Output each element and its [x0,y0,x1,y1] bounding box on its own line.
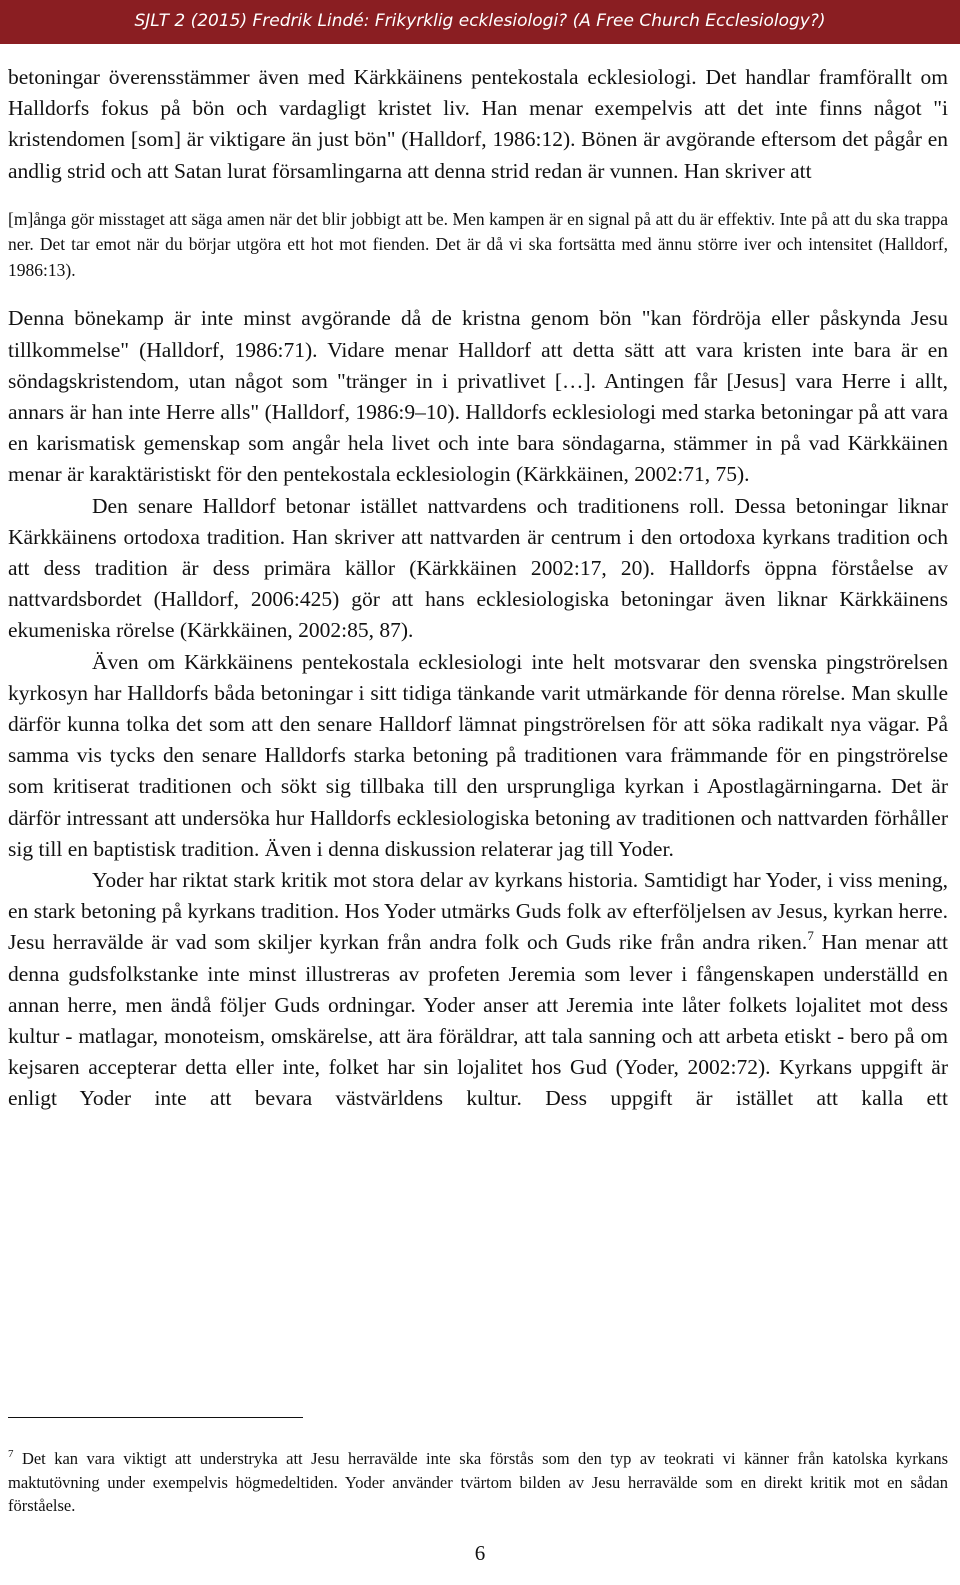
footnote-divider [8,1417,303,1418]
running-header-title: SJLT 2 (2015) Fredrik Lindé: Frikyrklig ecklesiologi? (A Free Church Ecclesiology?) [134,11,826,31]
paragraph-3: Den senare Halldorf betonar istället nattvardens och traditionens roll. Dessa betoningar liknar Kärkkäinens ortodoxa tradition. Han skriver att nattvarden är centrum i den ortodoxa kyrkans tradition och att dess tradition är dess primära källor (Kärkkäinen 2002:17, 20). Halldorfs öppna förståelse av nattvardsbordet (Halldorf, 2006:425) gör att hans ecklesiologiska betoningar även liknar Kärkkäinens ekumeniska rörelse (Kärkkäinen, 2002:85, 87). [8,493,948,643]
footnote-reference[interactable]: 7 [807,928,814,944]
paragraph-4: Även om Kärkkäinens pentekostala ecklesiologi inte helt motsvarar den svenska pingströrelsen kyrkosyn har Halldorfs båda betoningar i sitt tidiga tänkande varit utmärkande för denna rörelse. Man skulle därför kunna tolka det som att den senare Halldorf lämnat pingströrelsen för att söka radikalt nya vägar. På samma vis tycks den senare Halldorfs starka betoning på traditionen vara främmande för en pingströrelse som kritiserat traditionen och sökt sig tillbaka till den ursprungliga kyrkan i Apostlagärningarna. Det är därför intressant att undersöka hur Halldorfs ecklesiologiska betoning av traditionen och nattvarden förhåller sig till en baptistisk tradition. Även i denna diskussion relaterar jag till Yoder. [8,649,948,861]
page-body [8,62,948,1115]
paragraph-5 [8,865,948,1115]
paragraph-5-part-1: Yoder har riktat stark kritik mot stora delar av kyrkans historia. Samtidigt har Yoder, i viss mening, en stark betoning på kyrkans tradition. Hos Yoder utmärks Guds folk av efterföljelsen av Jesus, kyrkan herre. Jesu herravälde är vad som skiljer kyrkan från andra folk och Guds rike från andra riken. [8,867,948,955]
footnote-number: 7 [8,1448,14,1460]
footnote-text: Det kan vara viktigt att understryka att Jesu herravälde inte ska förstås som den typ av teokrati vi känner från katolska kyrkans maktutövning under exempelvis högmedeltiden. Yoder använder tvärtom bilden av Jesu herravälde som en direkt kritik mot en sådan förståelse. [8,1449,948,1515]
paragraph-1: betoningar överensstämmer även med Kärkkäinens pentekostala ecklesiologi. Det handlar framförallt om Halldorfs fokus på bön och vardagligt kristet liv. Han menar exempelvis att det inte finns något "i kristendomen [som] är viktigare än just bön" (Halldorf, 1986:12). Bönen är avgörande eftersom det pågår en andlig strid och att Satan lurat församlingarna att denna strid redan är vunnen. Han skriver att [8,65,948,183]
running-header [0,0,960,44]
block-quote: [m]ånga gör misstaget att säga amen när det blir jobbigt att be. Men kampen är en signal på att du är effektiv. Inte på att du ska trappa ner. Det tar emot när du börjar utgöra ett hot mot fienden. Det är då vi ska fortsätta med ännu större iver och intensitet (Halldorf, 1986:13). [8,208,948,280]
paragraph-5-part-2: Han menar att denna gudsfolkstanke inte minst illustreras av profeten Jeremia som lever i fångenskapen underställd en annan herre, men ändå följer Guds ordningar. Yoder anser att Jeremia inte låter folkets lojalitet mot dess kultur - matlagar, monoteism, omskärelse, att ära föräldrar, att tala sanning och att arbeta etiskt - bero på om kejsaren accepterar detta eller inte, folket har sin lojalitet hos Gud (Yoder, 2002:72). Kyrkans uppgift är enligt Yoder inte att bevara västvärldens kultur. Dess uppgift är istället att kalla ett [8,930,948,1111]
footnote [8,1447,948,1518]
page-number: 6 [474,1541,486,1565]
paragraph-2: Denna bönekamp är inte minst avgörande då de kristna genom bön "kan fördröja eller påskynda Jesu tillkommelse" (Halldorf, 1986:71). Vidare menar Halldorf att detta sätt att vara kristen inte bara är en söndagskristendom, utan något som "tränger in i privatlivet […]. Antingen får [Jesus] vara Herre i allt, annars är han inte Herre alls" (Halldorf, 1986:9–10). Halldorfs ecklesiologi med starka betoningar på att vara en karismatisk gemenskap som angår hela livet och inte bara söndagarna, stämmer in på vad Kärkkäinen menar är karaktäristiskt för den pentekostala ecklesiologin (Kärkkäinen, 2002:71, 75). [8,306,948,487]
